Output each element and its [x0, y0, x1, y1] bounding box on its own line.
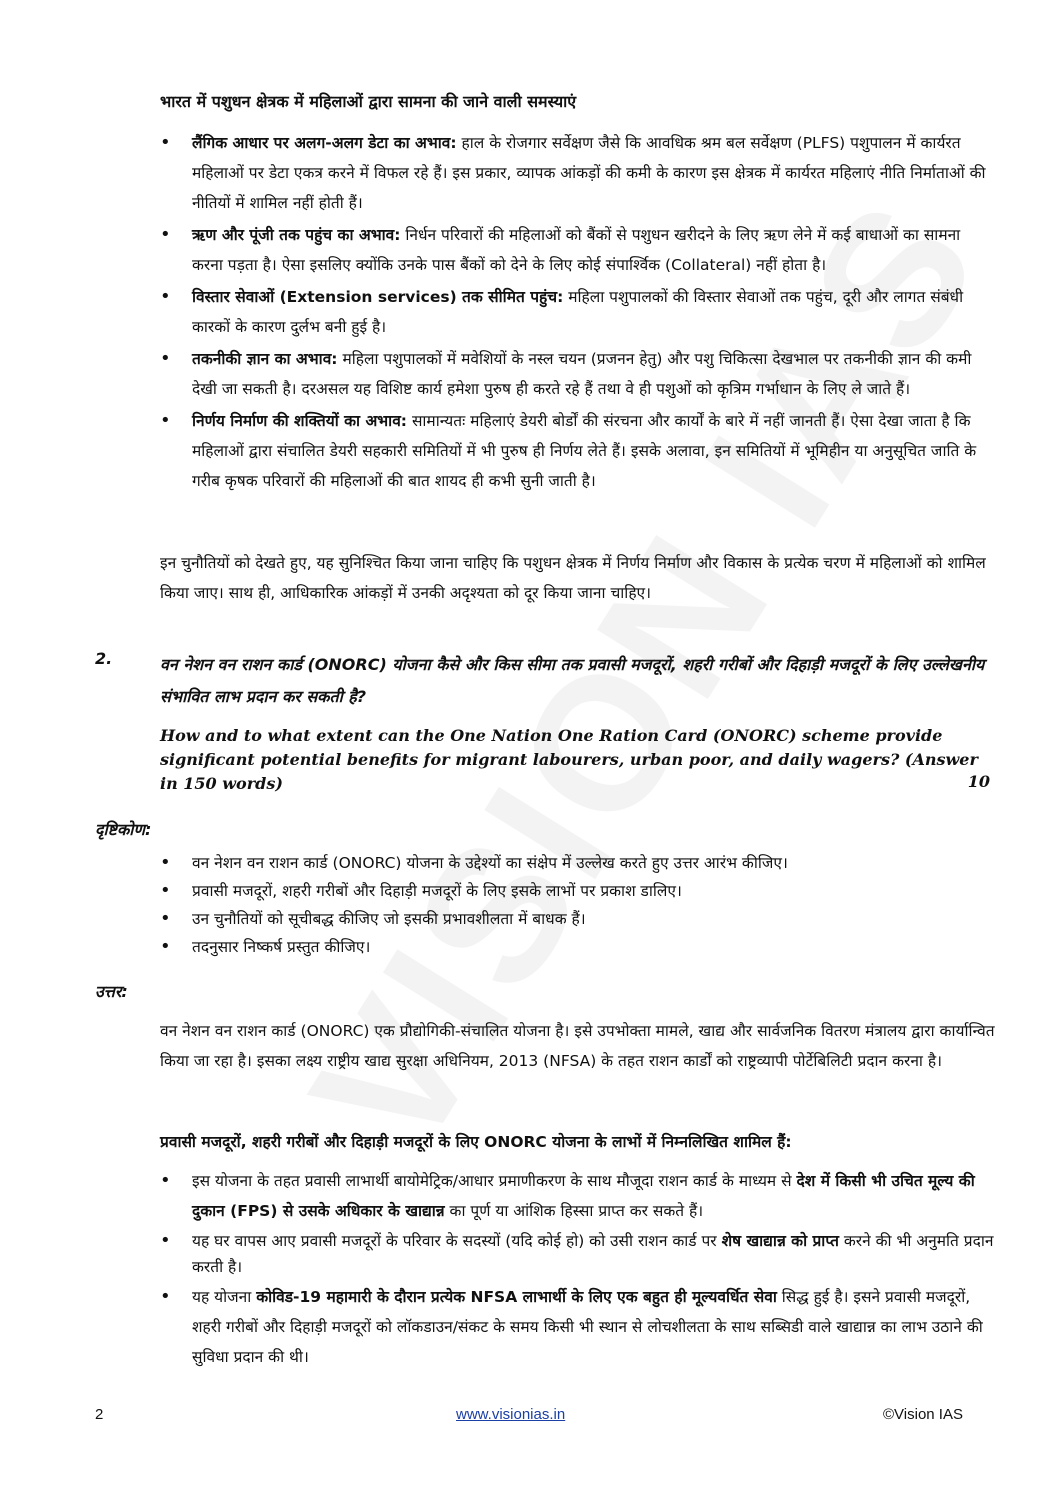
benefits-list — [160, 1166, 995, 1374]
list-item: • तकनीकी ज्ञान का अभाव: महिला पशुपालकों में मवेशियों के नस्ल चयन (प्रजनन हेतु) और पशु चिकित्सा देखभाल पर तकनीकी ज्ञान की कमी देखी जा सकती है। दरअसल यह विशिष्ट कार्य हमेशा पुरुष ही करते रहे हैं तथा वे ही पशुओं को कृत्रिम गर्भाधान के लिए ले जाते हैं। — [160, 344, 995, 404]
approach-list — [160, 850, 995, 962]
question-number: 2. — [95, 649, 113, 668]
answer-intro: वन नेशन वन राशन कार्ड (ONORC) एक प्रौद्योगिकी-संचालित योजना है। इसे उपभोक्ता मामले, खाद्य और सार्वजनिक वितरण मंत्रालय द्वारा कार्यान्वित किया जा रहा है। इसका लक्ष्य राष्ट्रीय खाद्य सुरक्षा अधिनियम, 2013 (NFSA) के तहत राशन कार्डों को राष्ट्रव्यापी पोर्टेबिलिटी प्रदान करना है। — [160, 1022, 995, 1070]
list-item: • यह घर वापस आए प्रवासी मजदूरों के परिवार के सदस्यों (यदि कोई हो) को उसी राशन कार्ड पर शेष खाद्यान्न को प्राप्त करने की भी अनुमति प्रदान करती है। — [160, 1228, 995, 1280]
question-english: How and to what extent can the One Nation One Ration Card (ONORC) scheme provide significant potential benefits for migrant labourers, urban poor, and daily wagers? (Answer in 150 words) — [160, 726, 978, 793]
website-link[interactable]: www.visionias.in — [456, 1406, 566, 1423]
list-item: • प्रवासी मजदूरों, शहरी गरीबों और दिहाड़ी मजदूरों के लिए इसके लाभों पर प्रकाश डालिए। — [160, 878, 995, 904]
list-item: • इस योजना के तहत प्रवासी लाभार्थी बायोमेट्रिक/आधार प्रमाणीकरण के साथ मौजूदा राशन कार्ड के माध्यम से देश में किसी भी उचित मूल्य की दुकान (FPS) से उसके अधिकार के खाद्यान्न का पूर्ण या आंशिक हिस्सा प्राप्त कर सकते हैं। — [160, 1166, 995, 1226]
page-number: 2 — [95, 1406, 104, 1423]
list-item: • लैंगिक आधार पर अलग-अलग डेटा का अभाव: हाल के रोजगार सर्वेक्षण जैसे कि आवधिक श्रम बल सर्वेक्षण (PLFS) पशुपालन में कार्यरत महिलाओं पर डेटा एकत्र करने में विफल रहे हैं। इस प्रकार, व्यापक आंकड़ों की कमी के कारण इस क्षेत्रक में कार्यरत महिलाएं नीति निर्माताओं की नीतियों में शामिल नहीं होती हैं। — [160, 128, 995, 218]
answer-label: उत्तर: — [95, 982, 128, 1001]
copyright-text: ©Vision IAS — [883, 1406, 963, 1423]
list-item: • वन नेशन वन राशन कार्ड (ONORC) योजना के उद्देश्यों का संक्षेप में उल्लेख करते हुए उत्तर आरंभ कीजिए। — [160, 850, 995, 876]
question-hindi: वन नेशन वन राशन कार्ड (ONORC) योजना कैसे और किस सीमा तक प्रवासी मजदूरों, शहरी गरीबों और दिहाड़ी मजदूरों के लिए उल्लेखनीय संभावित लाभ प्रदान कर सकती है? — [160, 655, 985, 706]
question-marks: 10 — [967, 772, 990, 791]
section-conclusion: इन चुनौतियों को देखते हुए, यह सुनिश्चित किया जाना चाहिए कि पशुधन क्षेत्रक में निर्णय निर्माण और विकास के प्रत्येक चरण में महिलाओं को शामिल किया जाए। साथ ही, आधिकारिक आंकड़ों में उनकी अदृश्यता को दूर किया जाना चाहिए। — [160, 554, 986, 602]
list-item: • उन चुनौतियों को सूचीबद्ध कीजिए जो इसकी प्रभावशीलता में बाधक हैं। — [160, 906, 995, 932]
list-item: • तदनुसार निष्कर्ष प्रस्तुत कीजिए। — [160, 934, 995, 960]
section-heading: भारत में पशुधन क्षेत्रक में महिलाओं द्वारा सामना की जाने वाली समस्याएं — [160, 92, 577, 111]
benefits-heading: प्रवासी मजदूरों, शहरी गरीबों और दिहाड़ी मजदूरों के लिए ONORC योजना के लाभों में निम्नलिखित शामिल हैं: — [160, 1133, 792, 1151]
approach-label: दृष्टिकोण: — [95, 820, 152, 839]
list-item: • निर्णय निर्माण की शक्तियों का अभाव: सामान्यतः महिलाएं डेयरी बोर्डों की संरचना और कार्यों के बारे में नहीं जानती हैं। ऐसा देखा जाता है कि महिलाओं द्वारा संचालित डेयरी सहकारी समितियों में भी पुरुष ही निर्णय लेते हैं। इसके अलावा, इन समितियों में भूमिहीन या अनुसूचित जाति के गरीब कृषक परिवारों की महिलाओं की बात शायद ही कभी सुनी जाती है। — [160, 406, 995, 496]
list-item: • यह योजना कोविड-19 महामारी के दौरान प्रत्येक NFSA लाभार्थी के लिए एक बहुत ही मूल्यवर्धित सेवा सिद्ध हुई है। इसने प्रवासी मजदूरों, शहरी गरीबों और दिहाड़ी मजदूरों को लॉकडाउन/संकट के समय किसी भी स्थान से लोचशीलता के साथ सब्सिडी वाले खाद्यान्न का लाभ उठाने की सुविधा प्रदान की थी। — [160, 1282, 995, 1372]
list-item: • विस्तार सेवाओं (Extension services) तक सीमित पहुंच: महिला पशुपालकों की विस्तार सेवाओं तक पहुंच, दूरी और लागत संबंधी कारकों के कारण दुर्लभ बनी हुई है। — [160, 282, 995, 342]
challenges-list — [160, 128, 995, 498]
list-item: • ऋण और पूंजी तक पहुंच का अभाव: निर्धन परिवारों की महिलाओं को बैंकों से पशुधन खरीदने के लिए ऋण लेने में कई बाधाओं का सामना करना पड़ता है। ऐसा इसलिए क्योंकि उनके पास बैंकों को देने के लिए कोई संपार्श्विक (Collateral) नहीं होता है। — [160, 220, 995, 280]
